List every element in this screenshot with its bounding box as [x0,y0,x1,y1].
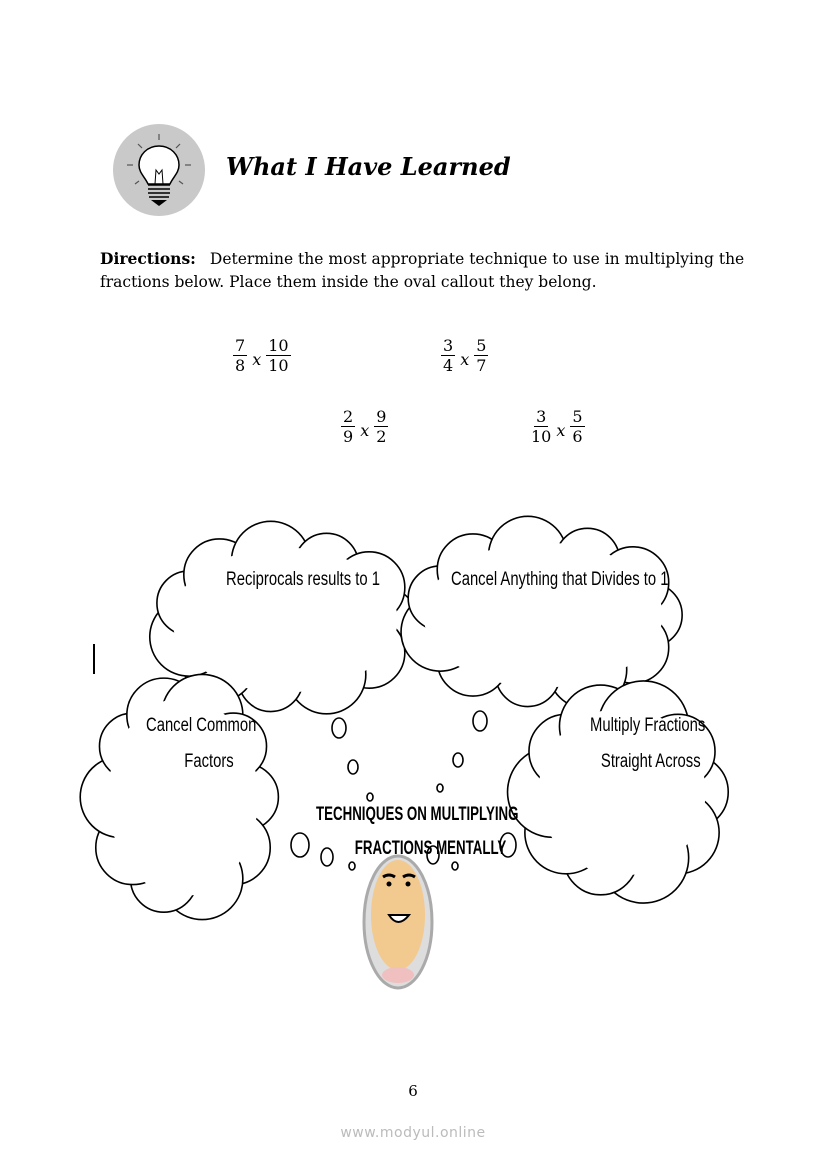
directions-label: Directions: [100,249,196,268]
cloud-cancel-anything [401,516,682,709]
callout-multiply-straight[interactable] [590,708,705,780]
denominator: 8 [235,356,246,375]
times-sign: x [360,421,370,440]
denominator: 6 [572,427,583,446]
numerator: 7 [235,336,246,355]
callout-reciprocals[interactable]: Reciprocals results to 1 [226,569,381,590]
times-sign: x [460,350,470,369]
center-title-line: FRACTIONS MENTALLY [354,838,507,859]
numerator: 10 [268,336,289,355]
callout-cancel-anything[interactable]: Cancel Anything that Divides to 1 [451,569,669,590]
thought-bubble [291,833,309,857]
center-title-line: TECHNIQUES ON MULTIPLYING [316,804,519,825]
numerator: 3 [443,336,454,355]
directions-text: Determine the most appropriate technique to use in multiplying the fractions below. Place them inside the oval callout they belong. [100,250,745,291]
numerator: 2 [343,407,354,426]
numerator: 5 [572,407,583,426]
times-sign: x [556,421,566,440]
watermark: www.modyul.online [340,1125,486,1141]
denominator: 2 [376,427,387,446]
thought-bubble [332,718,346,738]
thought-bubble [473,711,487,731]
callout-line: Cancel Common [146,715,257,736]
thought-bubble [437,784,443,792]
thought-bubble [453,753,463,767]
times-sign: x [252,350,262,369]
section-title: What I Have Learned [226,152,511,181]
thought-bubble [348,760,358,774]
numerator: 3 [536,407,547,426]
denominator: 9 [343,427,354,446]
callout-line: Multiply Fractions [590,715,706,736]
callout-cancel-common[interactable] [146,708,256,780]
denominator: 10 [268,356,289,375]
callout-line: Straight Across [600,751,701,772]
face-illustration [364,856,432,988]
denominator: 7 [476,356,487,375]
numerator: 5 [476,336,487,355]
denominator: 4 [443,356,454,375]
callout-line: Factors [184,751,234,772]
diagram-center-title [316,798,518,866]
denominator: 10 [531,427,552,446]
numerator: 9 [376,407,387,426]
page-number: 6 [408,1082,418,1100]
